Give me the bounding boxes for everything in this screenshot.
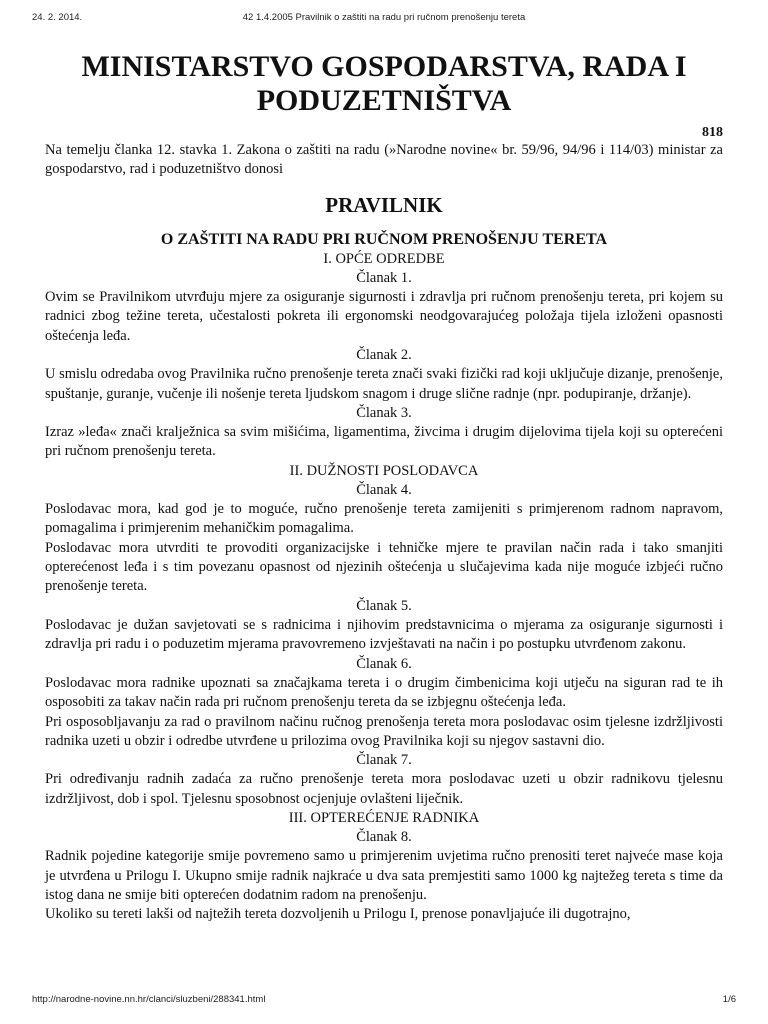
rulebook-subtitle: O ZAŠTITI NA RADU PRI RUČNOM PRENOŠENJU TERETA xyxy=(160,231,608,248)
article-paragraph: Ukoliko su tereti lakši od najtežih tereta dozvoljenih u Prilogu I, prenose ponavljajuće ili dugotrajno, xyxy=(45,906,631,923)
print-footer xyxy=(32,994,736,1008)
print-header xyxy=(32,12,736,26)
page-indicator: 1/6 xyxy=(722,994,736,1005)
article-paragraph: Radnik pojedine kategorije smije povremeno samo u primjerenim uvjetima ručno prenositi teret najveće mase koja je utvrđena u Prilogu I. Ukupno smije radnik najkraće u dva sata premjestiti samo 1000 kg najtežeg tereta s time da istog dana ne smije biti opterećen dodatnim radom na prenošenju. xyxy=(45,848,723,903)
print-document-title: 42 1.4.2005 Pravilnik o zaštiti na radu pri ručnom prenošenju tereta xyxy=(242,12,526,23)
gazette-number: 818 xyxy=(702,125,723,140)
article-paragraph: Pri osposobljavanju za rad o pravilnom načinu ručnog prenošenja tereta mora poslodavac osim tjelesne izdržljivosti radnika uzeti u obzir i odredbe utvrđene u prilozima ovog Pravilnika koji su njegov sastavni dio. xyxy=(45,713,723,749)
ministry-heading-line: PODUZETNIŠTVA xyxy=(256,84,512,117)
article-paragraph: U smislu odredaba ovog Pravilnika ručno prenošenje tereta znači svaki fizički rad koji uključuje dizanje, prenošenje, spuštanje, guranje, vučenje ili nošenje tereta ljudskom snagom i druge slične radnje (npr. podupiranje, držanje). xyxy=(45,366,723,402)
document-body xyxy=(45,50,723,925)
source-url-link[interactable]: http://narodne-novine.nn.hr/clanci/sluzbeni/288341.html xyxy=(32,994,266,1005)
article-heading: Članak 8. xyxy=(356,829,412,846)
article-heading: Članak 5. xyxy=(356,597,412,614)
article-heading: Članak 2. xyxy=(356,347,412,364)
section-heading: III. OPTEREĆENJE RADNIKA xyxy=(288,810,480,827)
article-paragraph: Poslodavac mora, kad god je to moguće, ručno prenošenje tereta zamijeniti s primjerenom radnom napravom, pomagalima i primjerenim mehaničkim pomagalima. xyxy=(45,500,723,537)
ministry-heading xyxy=(45,50,723,118)
article-paragraph: Ovim se Pravilnikom utvrđuju mjere za osiguranje sigurnosti i zdravlja pri ručnom prenošenju tereta, pri kojem su radnici zbog težine tereta, učestalosti pokreta ili ergonomski neodgovarajućeg položaja tijela izloženi opasnosti oštećenja leđa. xyxy=(45,289,723,344)
article-heading: Članak 1. xyxy=(356,270,412,286)
article-paragraph: Pri određivanju radnih zadaća za ručno prenošenje tereta mora poslodavac uzeti u obzir radnikovu tjelesnu izdržljivost, dob i spol. Tjelesnu sposobnost ocjenjuje ovlašteni liječnik. xyxy=(45,771,723,807)
ministry-heading-line: MINISTARSTVO GOSPODARSTVA, RADA I xyxy=(81,50,687,83)
rulebook-title: PRAVILNIK xyxy=(325,193,443,217)
article-paragraph: Poslodavac je dužan savjetovati se s radnicima i njihovim predstavnicima o mjerama za osiguranje sigurnosti i zdravlja pri radu i o poduzetim mjerama pravovremeno izvještavati na način i po postupku utvrđenom zakonu. xyxy=(45,616,723,653)
preamble: Na temelju članka 12. stavka 1. Zakona o zaštiti na radu (»Narodne novine« br. 59/96, 94/96 i 114/03) ministar za gospodarstvo, rad i poduzetništvo donosi xyxy=(45,142,723,177)
section-heading: I. OPĆE ODREDBE xyxy=(323,251,445,267)
article-paragraph: Izraz »leđa« znači kralježnica sa svim mišićima, ligamentima, živcima i drugim dijelovima tijela koji su opterećeni pri ručnom prenošenju tereta. xyxy=(45,424,723,460)
article-paragraph: Poslodavac mora utvrditi te provoditi organizacijske i tehničke mjere te pravilan način rada i tako smanjiti opterećenost leđa i s tim povezanu opasnost od njezinih oštećenja u slučajevima kada nije moguće izbjeći ručno prenošenje tereta. xyxy=(45,539,723,595)
article-paragraph: Poslodavac mora radnike upoznati sa značajkama tereta i o drugim čimbenicima koji utječu na siguran rad te ih osposobiti za takav način rada pri ručnom prenošenju tereta da se izbjegnu oštećenja leđa. xyxy=(45,674,723,711)
article-heading: Članak 7. xyxy=(356,752,412,769)
article-heading: Članak 4. xyxy=(356,481,412,498)
article-heading: Članak 6. xyxy=(356,655,412,672)
print-date: 24. 2. 2014. xyxy=(32,12,83,23)
section-heading: II. DUŽNOSTI POSLODAVCA xyxy=(289,462,479,479)
article-heading: Članak 3. xyxy=(356,405,412,422)
